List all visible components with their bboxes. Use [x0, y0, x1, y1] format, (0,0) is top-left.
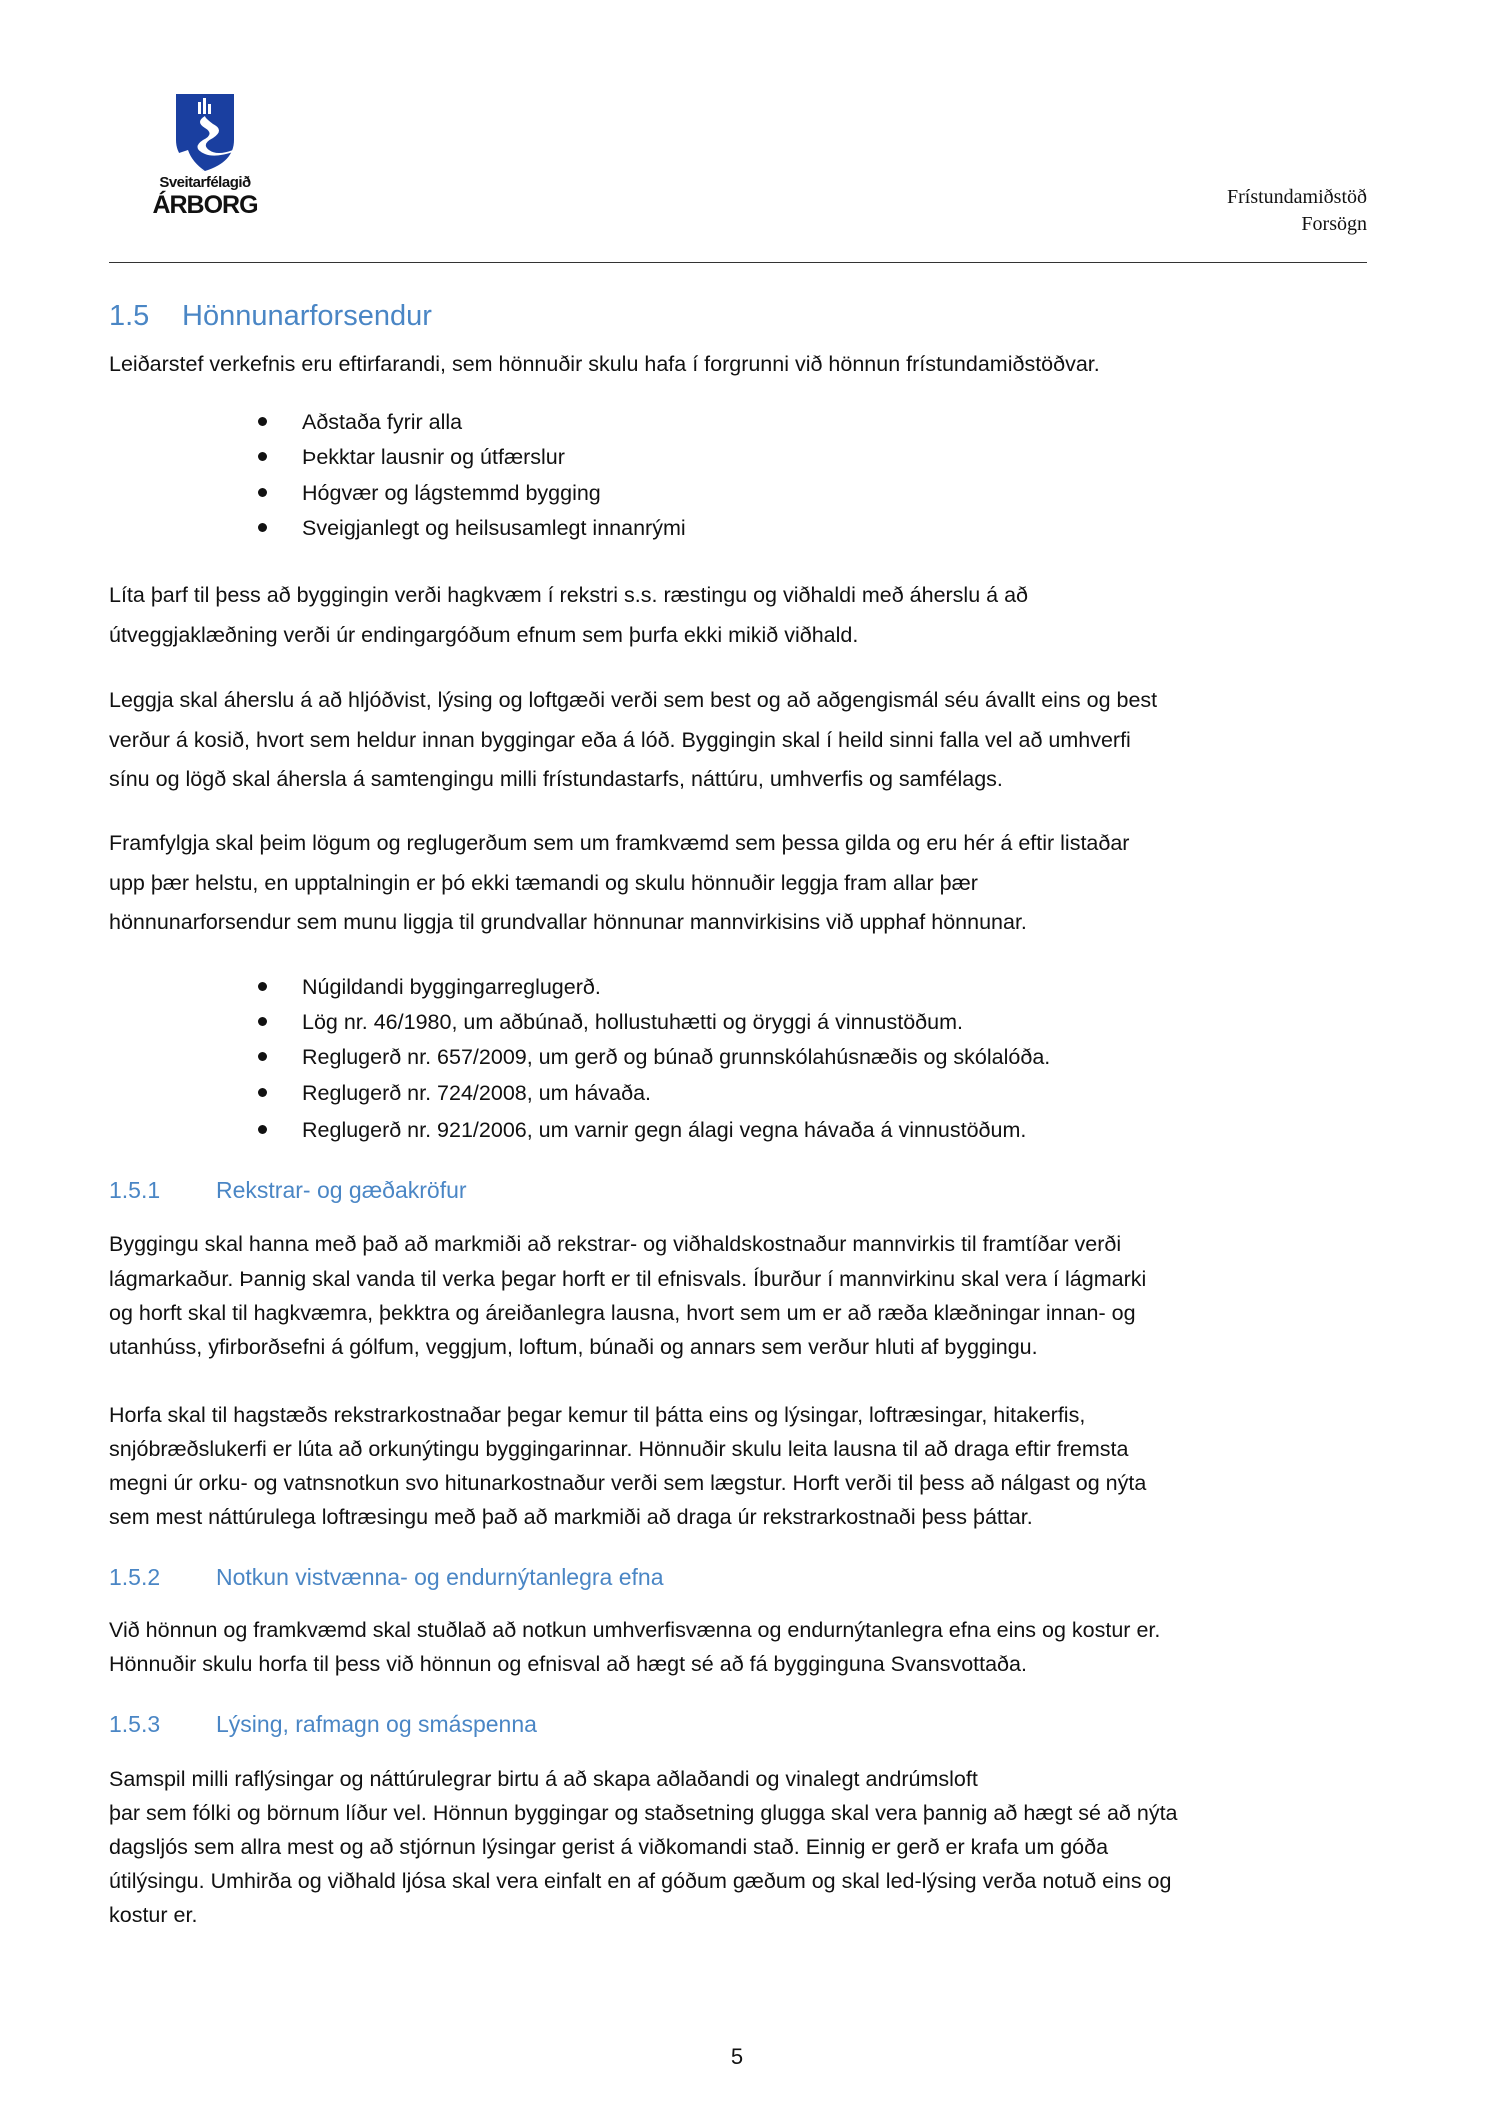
- paragraph-line: utanhúss, yfirborðsefni á gólfum, veggjum, loftum, búnaði og annars sem verður hluti af byggingu.: [109, 1335, 1038, 1359]
- paragraph-line: Samspil milli raflýsingar og náttúrulegrar birtu á að skapa aðlaðandi og vinalegt andrúmsloft: [109, 1767, 978, 1791]
- page-number: 5: [730, 2044, 744, 2069]
- list-item: Þekktar lausnir og útfærslur: [258, 445, 565, 470]
- paragraph-line: verður á kosið, hvort sem heldur innan byggingar eða á lóð. Byggingin skal í heild sinni falla vel að umhverfi: [109, 728, 1131, 752]
- bullet-icon: [258, 452, 267, 461]
- coat-of-arms-icon: [174, 92, 236, 172]
- bullet-icon: [258, 523, 267, 532]
- paragraph-line: sínu og lögð skal áhersla á samtengingu milli frístundastarfs, náttúru, umhverfis og samfélags.: [109, 767, 1003, 791]
- paragraph-line: sem mest náttúrulega loftræsingu með það að markmiði að draga úr rekstrarkostnaði þess þáttar.: [109, 1505, 1033, 1529]
- paragraph-line: Við hönnun og framkvæmd skal stuðlað að notkun umhverfisvænna og endurnýtanlegra efna eins og kostur er.: [109, 1618, 1161, 1642]
- list-item: Sveigjanlegt og heilsusamlegt innanrými: [258, 516, 686, 541]
- section-heading: [109, 300, 432, 333]
- header-doc-title: Frístundamiðstöð: [1226, 186, 1367, 208]
- intro-text: Leiðarstef verkefnis eru eftirfarandi, sem hönnuðir skulu hafa í forgrunni við hönnun frístundamiðstöðvar.: [109, 352, 1100, 376]
- list-item: Reglugerð nr. 724/2008, um hávaða.: [258, 1081, 651, 1106]
- bullet-icon: [258, 417, 267, 426]
- paragraph-line: Hönnuðir skulu horfa til þess við hönnun og efnisval að hægt sé að fá bygginguna Svansvottaða.: [109, 1652, 1027, 1676]
- list-item: Núgildandi byggingarreglugerð.: [258, 975, 601, 1000]
- paragraph-line: Líta þarf til þess að byggingin verði hagkvæm í rekstri s.s. ræstingu og viðhaldi með áherslu á að: [109, 583, 1028, 607]
- list-item: Lög nr. 46/1980, um aðbúnað, hollustuhætti og öryggi á vinnustöðum.: [258, 1010, 963, 1035]
- paragraph-line: Framfylgja skal þeim lögum og reglugerðum sem um framkvæmd sem þessa gilda og eru hér á eftir listaðar: [109, 831, 1130, 855]
- section-number: 1.5: [109, 300, 150, 332]
- paragraph-line: Horfa skal til hagstæðs rekstrarkostnaðar þegar kemur til þátta eins og lýsingar, loftræsingar, hitakerfis,: [109, 1403, 1086, 1427]
- subsection-heading: 1.5.2 Notkun vistvænna- og endurnýtanlegra efna: [109, 1564, 664, 1590]
- list-item: Aðstaða fyrir alla: [258, 410, 462, 435]
- subsection-heading: 1.5.1 Rekstrar- og gæðakröfur: [109, 1177, 467, 1203]
- bullet-icon: [258, 1088, 267, 1097]
- logo-line2: ÁRBORG: [152, 191, 258, 219]
- bullet-icon: [258, 1017, 267, 1026]
- paragraph-line: dagsljós sem allra mest og að stjórnun lýsingar gerist á viðkomandi stað. Einnig er gerð er krafa um góða: [109, 1835, 1109, 1859]
- bullet-icon: [258, 1052, 267, 1061]
- bullet-icon: [258, 488, 267, 497]
- list-item: Hógvær og lágstemmd bygging: [258, 481, 601, 506]
- subsection-heading: 1.5.3 Lýsing, rafmagn og smáspenna: [109, 1711, 537, 1737]
- logo-line1: Sveitarfélagið: [159, 174, 251, 191]
- list-item: Reglugerð nr. 657/2009, um gerð og búnað grunnskólahúsnæðis og skólalóða.: [258, 1045, 1050, 1070]
- paragraph-line: útveggjaklæðning verði úr endingargóðum efnum sem þurfa ekki mikið viðhald.: [109, 623, 859, 647]
- section-title: Hönnunarforsendur: [182, 300, 432, 332]
- paragraph-line: Leggja skal áherslu á að hljóðvist, lýsing og loftgæði verði sem best og að aðgengismál séu ávallt eins og best: [109, 688, 1158, 712]
- header-divider: [109, 262, 1367, 263]
- paragraph-line: Byggingu skal hanna með það að markmiði að rekstrar- og viðhaldskostnaður mannvirkis til framtíðar verði: [109, 1232, 1122, 1256]
- header-doc-subtitle: Forsögn: [1301, 213, 1367, 235]
- paragraph-line: snjóbræðslukerfi er lúta að orkunýtingu byggingarinnar. Hönnuðir skulu leita lausna til að draga eftir fremsta: [109, 1437, 1129, 1461]
- bullet-icon: [258, 1125, 267, 1134]
- paragraph-line: og horft skal til hagkvæmra, þekktra og áreiðanlegra lausna, hvort sem um er að ræða klæðningar innan- og: [109, 1301, 1136, 1325]
- paragraph-line: hönnunarforsendur sem munu liggja til grundvallar hönnunar mannvirkisins við upphaf hönnunar.: [109, 910, 1027, 934]
- paragraph-line: kostur er.: [109, 1903, 198, 1927]
- paragraph-line: upp þær helstu, en upptalningin er þó ekki tæmandi og skulu hönnuðir leggja fram allar þær: [109, 871, 978, 895]
- paragraph-line: lágmarkaður. Þannig skal vanda til verka þegar horft er til efnisvals. Íburður í mannvirkinu skal vera í lágmarki: [109, 1267, 1147, 1291]
- arborg-logo: [150, 92, 260, 227]
- paragraph-line: þar sem fólki og börnum líður vel. Hönnun byggingar og staðsetning glugga skal vera þannig að hægt sé að nýta: [109, 1801, 1178, 1825]
- paragraph-line: megni úr orku- og vatnsnotkun svo hitunarkostnaður verði sem lægstur. Horft verði til þess að nálgast og nýta: [109, 1471, 1147, 1495]
- bullet-icon: [258, 982, 267, 991]
- paragraph-line: útilýsingu. Umhirða og viðhald ljósa skal vera einfalt en af góðum gæðum og skal led-lýsing verða notuð eins og: [109, 1869, 1172, 1893]
- list-item: Reglugerð nr. 921/2006, um varnir gegn álagi vegna hávaða á vinnustöðum.: [258, 1118, 1026, 1143]
